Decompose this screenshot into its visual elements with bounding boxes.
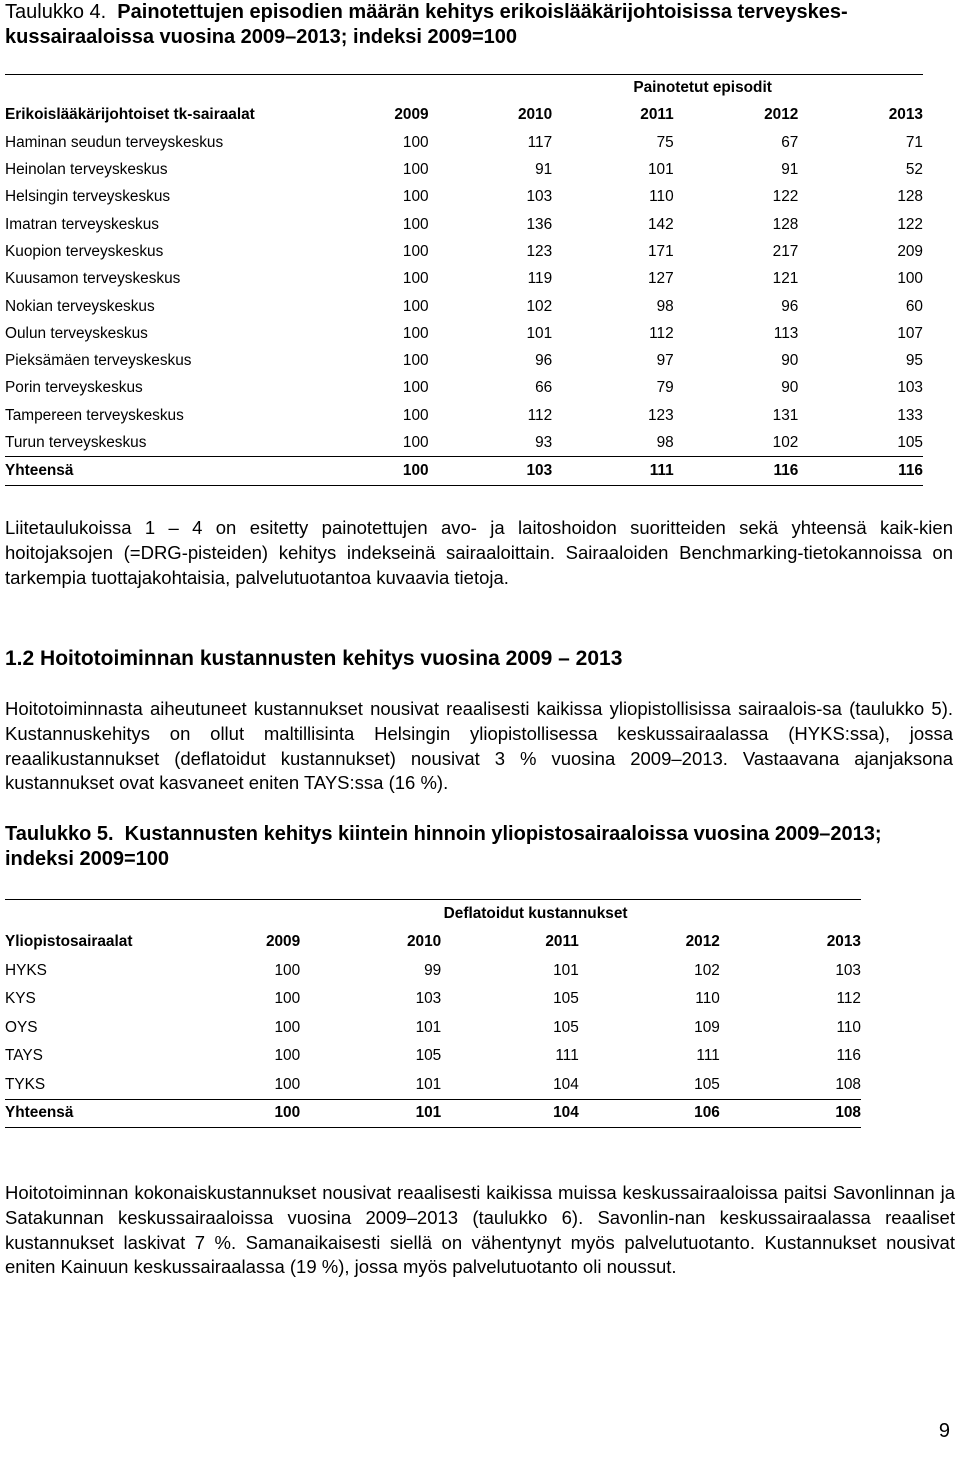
table4-cell: 133 [897, 406, 923, 424]
table4-cell: 131 [772, 406, 799, 424]
table4-row-label: Oulun terveyskeskus [5, 324, 148, 342]
table4-cell: 123 [526, 242, 553, 260]
table5-cell: 116 [836, 1047, 861, 1065]
table5-cell: 105 [415, 1047, 442, 1065]
table4-row [5, 211, 923, 238]
table4-caption-line1: Painotettujen episodien määrän kehitys erikoislääkärijohtoisissa terveyskes- [117, 1, 848, 23]
table5-cell: 111 [555, 1047, 579, 1065]
table4-caption-line2: kussairaaloissa vuosina 2009–2013; indeksi 2009=100 [5, 26, 518, 48]
table4-cell: 66 [535, 379, 553, 397]
table4-cell: 100 [402, 352, 429, 370]
table5-total-value: 108 [720, 1099, 861, 1128]
table5-cell: 104 [553, 1075, 579, 1093]
table4-cell: 102 [772, 433, 799, 451]
table4-cell: 110 [649, 188, 674, 206]
table4-cell: 100 [402, 270, 429, 288]
table4-total-value: 100 [305, 457, 429, 486]
table5-cell: 101 [553, 961, 579, 979]
table4-cell: 75 [656, 133, 674, 151]
paragraph-3: Hoitotoiminnan kokonaiskustannukset nousivat reaalisesti kaikissa muissa keskussairaaloissa paitsi Savonlinnan ja Satakunnan keskussairaaloissa vuosina 2009–2013 (taulukko 6). Savonlin-nan keskussairaalassa reaaliset kustannukset laskivat 7 %. Samanaikaisesti siellä on vähentynyt myös palvelutuotanto. Kustannukset nousivat eniten Kainuun keskussairaalassa (19 %), jossa myös palvelutuotanto oli noussut. [5, 1182, 955, 1278]
table4-cell: 52 [905, 161, 923, 179]
table5-row-label: KYS [5, 990, 36, 1008]
table4-cell: 209 [897, 242, 923, 260]
table5-cell: 100 [274, 1047, 301, 1065]
table4-row [5, 238, 923, 265]
table5-caption-line1: Kustannusten kehitys kiintein hinnoin yliopistosairaaloissa vuosina 2009–2013; [124, 823, 882, 845]
paragraph-1: Liitetaulukoissa 1 – 4 on esitetty painotettujen avo- ja laitoshoidon suoritteiden sekä yhteensä kaik-kien hoitojaksojen (=DRG-pisteiden) kehitys indekseinä sairaaloittain. Sairaaloiden Benchmarking-tietokannoissa on tarkempia tuottajakohtaisia, palvelutuotantoa kuvaavia tietoja. [5, 517, 953, 588]
table4-row-label: Turun terveyskeskus [5, 433, 147, 451]
table4-cell: 100 [402, 406, 429, 424]
table5-cell: 99 [424, 961, 442, 979]
table4-cell: 101 [526, 324, 553, 342]
table4-caption-label: Taulukko 4. [5, 1, 107, 23]
table4-cell: 100 [402, 324, 429, 342]
table4-group-header: Painotetut episodit [552, 75, 923, 102]
table4-cell: 119 [527, 270, 553, 288]
table4-row-label: Helsingin terveyskeskus [5, 188, 171, 206]
table5-cell: 105 [553, 1018, 579, 1036]
table4-row-label: Nokian terveyskeskus [5, 297, 155, 315]
table4-cell: 96 [781, 297, 799, 315]
table5-cell: 100 [274, 961, 301, 979]
table4-row [5, 266, 923, 293]
table4-cell: 71 [905, 133, 923, 151]
table4-cell: 122 [897, 215, 923, 233]
table5-row [5, 1071, 861, 1100]
table4-cell: 122 [772, 188, 799, 206]
table5-row-label: TYKS [5, 1075, 46, 1093]
table4-row [5, 320, 923, 347]
table5-row-label: HYKS [5, 961, 47, 979]
table5-cell: 105 [553, 990, 579, 1008]
table4-year: 2009 [394, 106, 429, 124]
section-heading: 1.2 Hoitotoiminnan kustannusten kehitys vuosina 2009 – 2013 [5, 647, 623, 670]
table5-total-value: 104 [441, 1099, 579, 1128]
table5-cell: 110 [836, 1018, 861, 1036]
table5-caption-label: Taulukko 5. [5, 823, 114, 845]
table4-row-label: Porin terveyskeskus [5, 379, 143, 397]
table4-cell: 91 [535, 161, 553, 179]
table4-row-label: Kuopion terveyskeskus [5, 242, 164, 260]
table4-row [5, 129, 923, 156]
table5-row-label: OYS [5, 1018, 38, 1036]
table4-year: 2012 [764, 106, 799, 124]
table4-cell: 91 [781, 161, 799, 179]
table4-row-label: Kuusamon terveyskeskus [5, 270, 181, 288]
table5-row [5, 985, 861, 1014]
table4-cell: 100 [402, 133, 429, 151]
table4-cell: 105 [897, 433, 923, 451]
table4-row-header: Erikoislääkärijohtoiset tk-sairaalat [5, 106, 255, 124]
table4-row-label: Tampereen terveyskeskus [5, 406, 184, 424]
table5-caption [5, 822, 955, 872]
table5-group-header-row [5, 900, 861, 929]
table4-row [5, 184, 923, 211]
table4-cell: 100 [402, 242, 429, 260]
table5-year: 2012 [685, 933, 720, 951]
table4-cell: 100 [897, 270, 923, 288]
table4-cell: 98 [656, 433, 674, 451]
table4-year: 2011 [640, 106, 674, 124]
table4-cell: 90 [781, 352, 799, 370]
table4-cell: 127 [648, 270, 674, 288]
table4-cell: 98 [656, 297, 674, 315]
table4-row [5, 429, 923, 456]
table4-total-value: 116 [798, 457, 923, 486]
table4-cell: 100 [402, 433, 429, 451]
table4-group-header-row [5, 75, 923, 102]
table4-cell: 112 [527, 406, 553, 424]
table4-header-row [5, 102, 923, 129]
table4-year: 2013 [888, 106, 923, 124]
table4-cell: 113 [773, 324, 799, 342]
table4-year: 2010 [517, 106, 553, 124]
table5-row [5, 957, 861, 986]
table5-year: 2011 [545, 933, 579, 951]
table4-cell: 171 [648, 242, 674, 260]
table4-row [5, 402, 923, 429]
table4 [5, 74, 923, 486]
table4-row [5, 347, 923, 374]
table5-cell: 101 [415, 1018, 442, 1036]
table4-cell: 95 [905, 352, 923, 370]
table4-cell: 121 [772, 270, 799, 288]
table4-cell: 117 [527, 133, 553, 151]
table4-total-value: 116 [674, 457, 799, 486]
table4-row [5, 375, 923, 402]
table4-row [5, 156, 923, 183]
table4-row-label: Haminan seudun terveyskeskus [5, 133, 224, 151]
table5-row [5, 1042, 861, 1071]
table5-cell: 111 [696, 1047, 720, 1065]
table5-year: 2010 [407, 933, 442, 951]
table5-total-value: 101 [300, 1099, 441, 1128]
table5-cell: 100 [274, 990, 301, 1008]
table4-cell: 97 [656, 352, 674, 370]
table4-cell: 217 [772, 242, 799, 260]
table5-header-row [5, 928, 861, 957]
table4-cell: 67 [781, 133, 799, 151]
table5-total-label: Yhteensä [5, 1099, 160, 1128]
table4-cell: 100 [402, 188, 429, 206]
table4-cell: 136 [526, 215, 553, 233]
table4-cell: 101 [648, 161, 674, 179]
table4-row-label: Imatran terveyskeskus [5, 215, 159, 233]
table4-cell: 100 [402, 215, 429, 233]
table5-total-row [5, 1099, 861, 1128]
table4-cell: 100 [402, 297, 429, 315]
table4-cell: 93 [535, 433, 553, 451]
table4-cell: 123 [648, 406, 674, 424]
table5-cell: 112 [836, 990, 861, 1008]
table4-cell: 142 [648, 215, 674, 233]
table5-group-header: Deflatoidut kustannukset [300, 900, 861, 929]
table5-row [5, 1014, 861, 1043]
table5-cell: 105 [694, 1075, 720, 1093]
table5-row-label: TAYS [5, 1047, 43, 1065]
table4-cell: 100 [402, 161, 429, 179]
table5-cell: 100 [274, 1075, 301, 1093]
table4-cell: 112 [649, 324, 674, 342]
table4-total-value: 111 [552, 457, 674, 486]
table4-cell: 107 [897, 324, 923, 342]
table5-total-value: 106 [579, 1099, 720, 1128]
table4-cell: 128 [772, 215, 799, 233]
table5-caption-line2: indeksi 2009=100 [5, 848, 170, 870]
table4-cell: 128 [897, 188, 923, 206]
table4-cell: 79 [656, 379, 674, 397]
table4-row-label: Heinolan terveyskeskus [5, 161, 168, 179]
table4-cell: 102 [526, 297, 553, 315]
table5-total-value: 100 [160, 1099, 300, 1128]
table4-cell: 103 [526, 188, 553, 206]
table4-cell: 100 [402, 379, 429, 397]
table5-cell: 103 [835, 961, 861, 979]
table5 [5, 899, 861, 1128]
table5-cell: 108 [835, 1075, 861, 1093]
page-number: 9 [938, 1420, 950, 1442]
table5-year: 2009 [265, 933, 301, 951]
table4-cell: 60 [905, 297, 923, 315]
table5-cell: 110 [695, 990, 720, 1008]
table4-row [5, 293, 923, 320]
table4-caption [5, 0, 955, 50]
table5-cell: 109 [694, 1018, 720, 1036]
table4-cell: 90 [781, 379, 799, 397]
table5-cell: 102 [694, 961, 720, 979]
table4-row-label: Pieksämäen terveyskeskus [5, 352, 192, 370]
table4-cell: 103 [897, 379, 923, 397]
paragraph-2: Hoitotoiminnasta aiheutuneet kustannukset nousivat reaalisesti kaikissa yliopistollisissa sairaalois-sa (taulukko 5). Kustannuskehitys on ollut maltillisinta Helsingin yliopistollisessa keskussairaalassa (HYKS:ssa), jossa reaalikustannukset (deflatoidut kustannukset) nousivat 3 % vuosina 2009–2013. Vastaavana ajanjaksona kustannukset ovat kasvaneet eniten TAYS:ssa (16 %). [5, 698, 953, 794]
table5-cell: 103 [415, 990, 442, 1008]
table4-total-row [5, 457, 923, 486]
table5-row-header: Yliopistosairaalat [5, 933, 133, 951]
table5-cell: 100 [274, 1018, 301, 1036]
table4-total-label: Yhteensä [5, 457, 305, 486]
table4-cell: 96 [535, 352, 553, 370]
table5-year: 2013 [826, 933, 861, 951]
table5-cell: 101 [415, 1075, 442, 1093]
table4-total-value: 103 [429, 457, 553, 486]
